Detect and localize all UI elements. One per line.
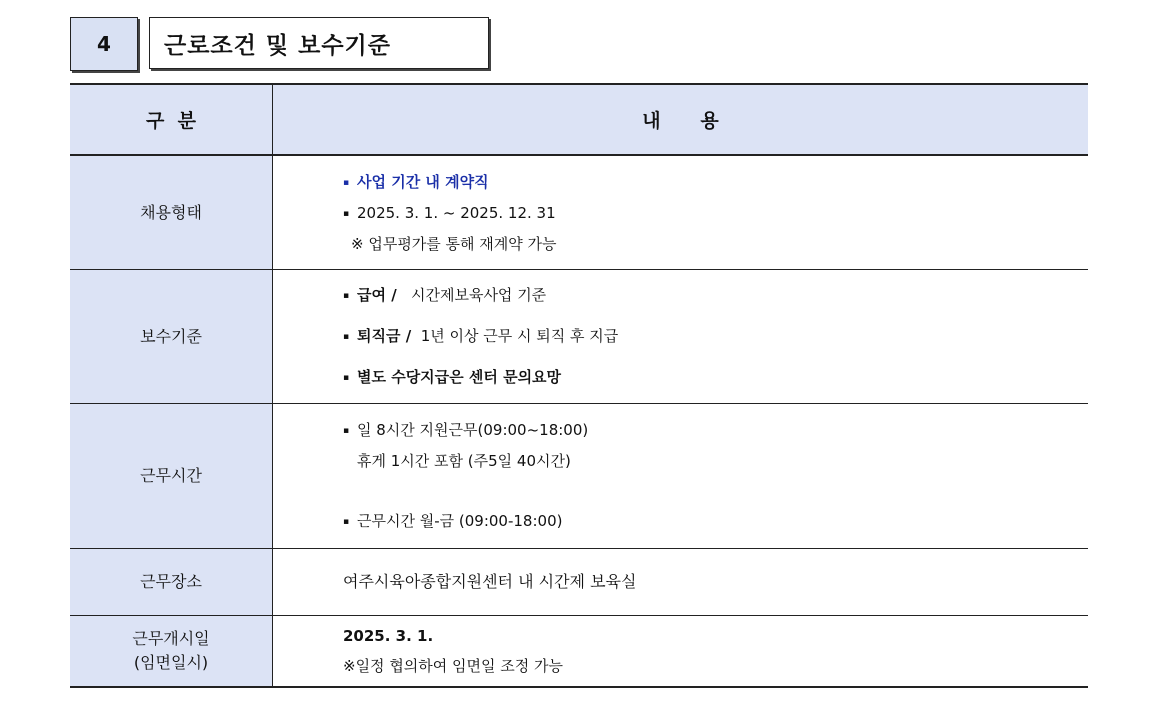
table-row	[70, 155, 1088, 270]
bullet-icon: ▪	[343, 291, 350, 301]
content-line	[343, 506, 1088, 537]
content-line	[343, 167, 1088, 198]
bullet-icon: ▪	[343, 426, 350, 436]
line-text: 2025. 3. 1. ~ 2025. 12. 31	[357, 203, 556, 222]
table-row	[70, 404, 1088, 549]
row-label-pay: 보수기준	[70, 270, 273, 404]
line-strong: 퇴직금 /	[357, 327, 412, 345]
table-row	[70, 270, 1088, 404]
content-line	[343, 415, 1088, 446]
row-label-employment-type: 채용형태	[70, 155, 273, 270]
content-note: ※일정 협의하여 임면일 조정 가능	[343, 657, 564, 675]
table-row	[70, 616, 1088, 688]
content-line: 휴게 1시간 포함 (주5일 40시간)	[357, 452, 571, 470]
content-line	[343, 275, 1088, 316]
section-number: 4	[97, 32, 111, 56]
conditions-table	[70, 83, 1088, 688]
content-line: 2025. 3. 1.	[343, 627, 434, 645]
table-row	[70, 549, 1088, 616]
section-title-box	[149, 17, 489, 69]
label-line: (임면일시)	[133, 653, 209, 672]
content-line	[343, 316, 1088, 357]
line-text: 일 8시간 지원근무(09:00~18:00)	[357, 421, 589, 439]
row-content-location	[273, 549, 1089, 616]
row-label-hours: 근무시간	[70, 404, 273, 549]
bullet-icon: ▪	[343, 517, 350, 527]
line-text: 1년 이상 근무 시 퇴직 후 지급	[411, 327, 619, 345]
table-header-row	[70, 84, 1088, 155]
header-category: 구 분	[70, 84, 273, 155]
row-content-pay	[273, 270, 1089, 404]
line-text: 별도 수당지급은 센터 문의요망	[357, 368, 562, 386]
content-line	[343, 357, 1088, 398]
section-number-box	[70, 17, 138, 71]
content-line	[343, 198, 1088, 229]
bullet-icon: ▪	[343, 332, 350, 342]
bullet-icon: ▪	[343, 373, 350, 383]
row-content-hours	[273, 404, 1089, 549]
spacer	[343, 476, 1088, 506]
line-text: 시간제보육사업 기준	[396, 286, 547, 304]
label-line: 근무개시일	[132, 629, 210, 648]
section-title: 근로조건 및 보수기준	[164, 32, 391, 59]
content-note: ※ 업무평가를 통해 재계약 가능	[351, 234, 557, 253]
row-content-employment-type	[273, 155, 1089, 270]
row-label-location: 근무장소	[70, 549, 273, 616]
row-content-start-date	[273, 616, 1089, 688]
bullet-icon: ▪	[343, 177, 350, 188]
bullet-icon: ▪	[343, 208, 350, 219]
line-text: 사업 기간 내 계약직	[357, 172, 489, 191]
line-text: 근무시간 월-금 (09:00-18:00)	[357, 512, 563, 530]
row-label-start-date	[70, 616, 273, 688]
header-content: 내 용	[273, 84, 1089, 155]
content-line: 여주시육아종합지원센터 내 시간제 보육실	[343, 572, 637, 591]
line-strong: 급여 /	[357, 286, 397, 304]
